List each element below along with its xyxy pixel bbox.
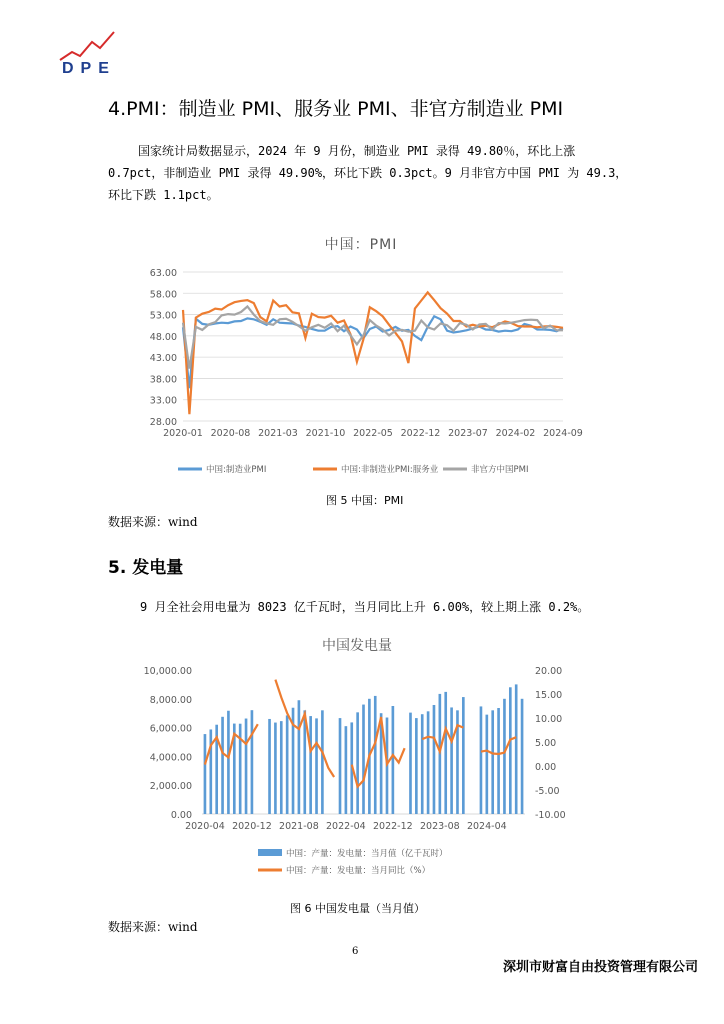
- x-tick-label: 2022-05: [353, 428, 393, 439]
- data-source-6: 数据来源：wind: [108, 920, 198, 934]
- y-tick-label: 33.00: [149, 395, 177, 407]
- y-tick-label: 8,000.00: [149, 694, 192, 706]
- yoy-line-segment: [205, 724, 258, 764]
- y-tick-label: 0.00: [170, 810, 192, 821]
- y-tick-label: 53.00: [149, 310, 177, 322]
- bar: [415, 718, 418, 814]
- bar: [221, 717, 224, 814]
- y-tick-label: 43.00: [149, 353, 177, 365]
- x-tick-label: 2021-10: [305, 428, 346, 439]
- x-tick-label: 2020-12: [232, 821, 272, 832]
- x-tick-label: 2022-12: [400, 428, 441, 439]
- bar: [433, 705, 436, 814]
- y-tick-label: 10,000.00: [143, 666, 192, 677]
- bar: [497, 708, 500, 814]
- bar: [274, 723, 277, 814]
- x-tick-label: 2023-07: [448, 428, 488, 439]
- bar: [356, 712, 359, 814]
- y-tick-label: 58.00: [149, 289, 177, 301]
- bar: [245, 719, 248, 814]
- bar: [374, 696, 377, 814]
- page-number: 6: [352, 946, 359, 957]
- bar: [503, 699, 506, 814]
- bar: [421, 714, 424, 814]
- x-tick-label: 2021-03: [258, 428, 298, 439]
- y-tick-label: 48.00: [149, 331, 177, 343]
- y2-tick-label: -10.00: [535, 810, 566, 821]
- power-paragraph: 9 月全社会用电量为 8023 亿千瓦时，当月同比上升 6.00%，较上期上涨 0.2%。: [140, 600, 590, 614]
- x-tick-label: 2021-08: [279, 821, 319, 832]
- legend-swatch: [258, 849, 282, 856]
- series-line-2: [183, 292, 563, 414]
- bar: [450, 707, 453, 814]
- bar: [409, 713, 412, 814]
- bar: [392, 706, 395, 814]
- x-tick-label: 2020-01: [163, 428, 203, 439]
- figure-caption-6: 图 6 中国发电量（当月值）: [290, 902, 425, 915]
- chart-title: 中国发电量: [322, 638, 392, 654]
- bar: [486, 715, 489, 814]
- bar: [427, 711, 430, 814]
- bar: [268, 719, 271, 814]
- section-heading-pmi: 4.PMI：制造业 PMI、服务业 PMI、非官方制造业 PMI: [108, 98, 564, 120]
- y2-tick-label: 20.00: [535, 666, 563, 677]
- y-tick-label: 38.00: [149, 374, 177, 386]
- bar: [521, 699, 524, 814]
- series-line-3: [183, 307, 563, 369]
- y2-tick-label: 15.00: [535, 690, 563, 701]
- bar: [251, 710, 254, 814]
- y-tick-label: 4,000.00: [149, 752, 192, 764]
- x-tick-label: 2020-04: [185, 821, 225, 832]
- y2-tick-label: 10.00: [535, 714, 563, 725]
- bar: [209, 729, 212, 814]
- pmi-line-chart: [108, 225, 608, 510]
- bar: [227, 711, 230, 814]
- bar: [309, 716, 312, 814]
- y2-tick-label: 0.00: [535, 762, 557, 773]
- legend-label: 中国:非制造业PMI:服务业: [341, 465, 439, 475]
- x-tick-label: 2020-08: [210, 428, 251, 439]
- y-tick-label: 6,000.00: [149, 723, 192, 735]
- bar: [339, 718, 342, 814]
- x-tick-label: 2024-02: [495, 428, 536, 439]
- bar: [515, 684, 518, 814]
- bar: [286, 715, 289, 814]
- y-tick-label: 63.00: [149, 268, 177, 279]
- legend-label: 中国：产量：发电量：当月同比（%）: [286, 866, 431, 876]
- legend-label: 中国：产量：发电量：当月值（亿千瓦时）: [286, 849, 448, 859]
- legend-label: 非官方中国PMI: [471, 465, 529, 475]
- bar: [315, 718, 318, 814]
- bar: [362, 705, 365, 814]
- y-tick-label: 2,000.00: [149, 781, 192, 793]
- power-generation-chart: [120, 628, 590, 883]
- x-tick-label: 2024-04: [466, 821, 507, 832]
- bar: [444, 692, 447, 814]
- bar: [480, 706, 483, 814]
- figure-caption-5: 图 5 中国：PMI: [326, 494, 404, 507]
- bar: [491, 710, 494, 814]
- x-tick-label: 2024-09: [543, 428, 583, 439]
- bar: [345, 726, 348, 814]
- bar: [298, 700, 301, 814]
- x-tick-label: 2022-04: [326, 821, 366, 832]
- bar: [321, 710, 324, 814]
- bar: [204, 734, 207, 814]
- y2-tick-label: -5.00: [535, 786, 560, 797]
- legend-label: 中国:制造业PMI: [206, 465, 267, 475]
- pmi-paragraph: 国家统计局数据显示，2024 年 9 月份，制造业 PMI 录得 49.80％，环比上涨 0.7pct，非制造业 PMI 录得 49.90%，环比下跌 0.3pct。9 月非官方中国 PMI 为 49.3，环比下跌 1.1pct。: [108, 144, 628, 202]
- logo-text: DPE: [62, 60, 116, 77]
- y-tick-label: 28.00: [149, 417, 177, 428]
- bar: [462, 697, 465, 814]
- section-heading-power: 5. 发电量: [108, 558, 184, 578]
- x-tick-label: 2022-12: [373, 821, 413, 832]
- yoy-line-segment: [352, 717, 405, 787]
- bar: [280, 721, 283, 814]
- x-tick-label: 2023-08: [419, 821, 460, 832]
- chart-title: 中国：PMI: [324, 237, 398, 253]
- bar: [509, 687, 512, 814]
- series-line-1: [183, 316, 563, 388]
- company-name: 深圳市财富自由投资管理有限公司: [502, 960, 698, 975]
- data-source-5: 数据来源：wind: [108, 515, 198, 529]
- y2-tick-label: 5.00: [535, 738, 557, 749]
